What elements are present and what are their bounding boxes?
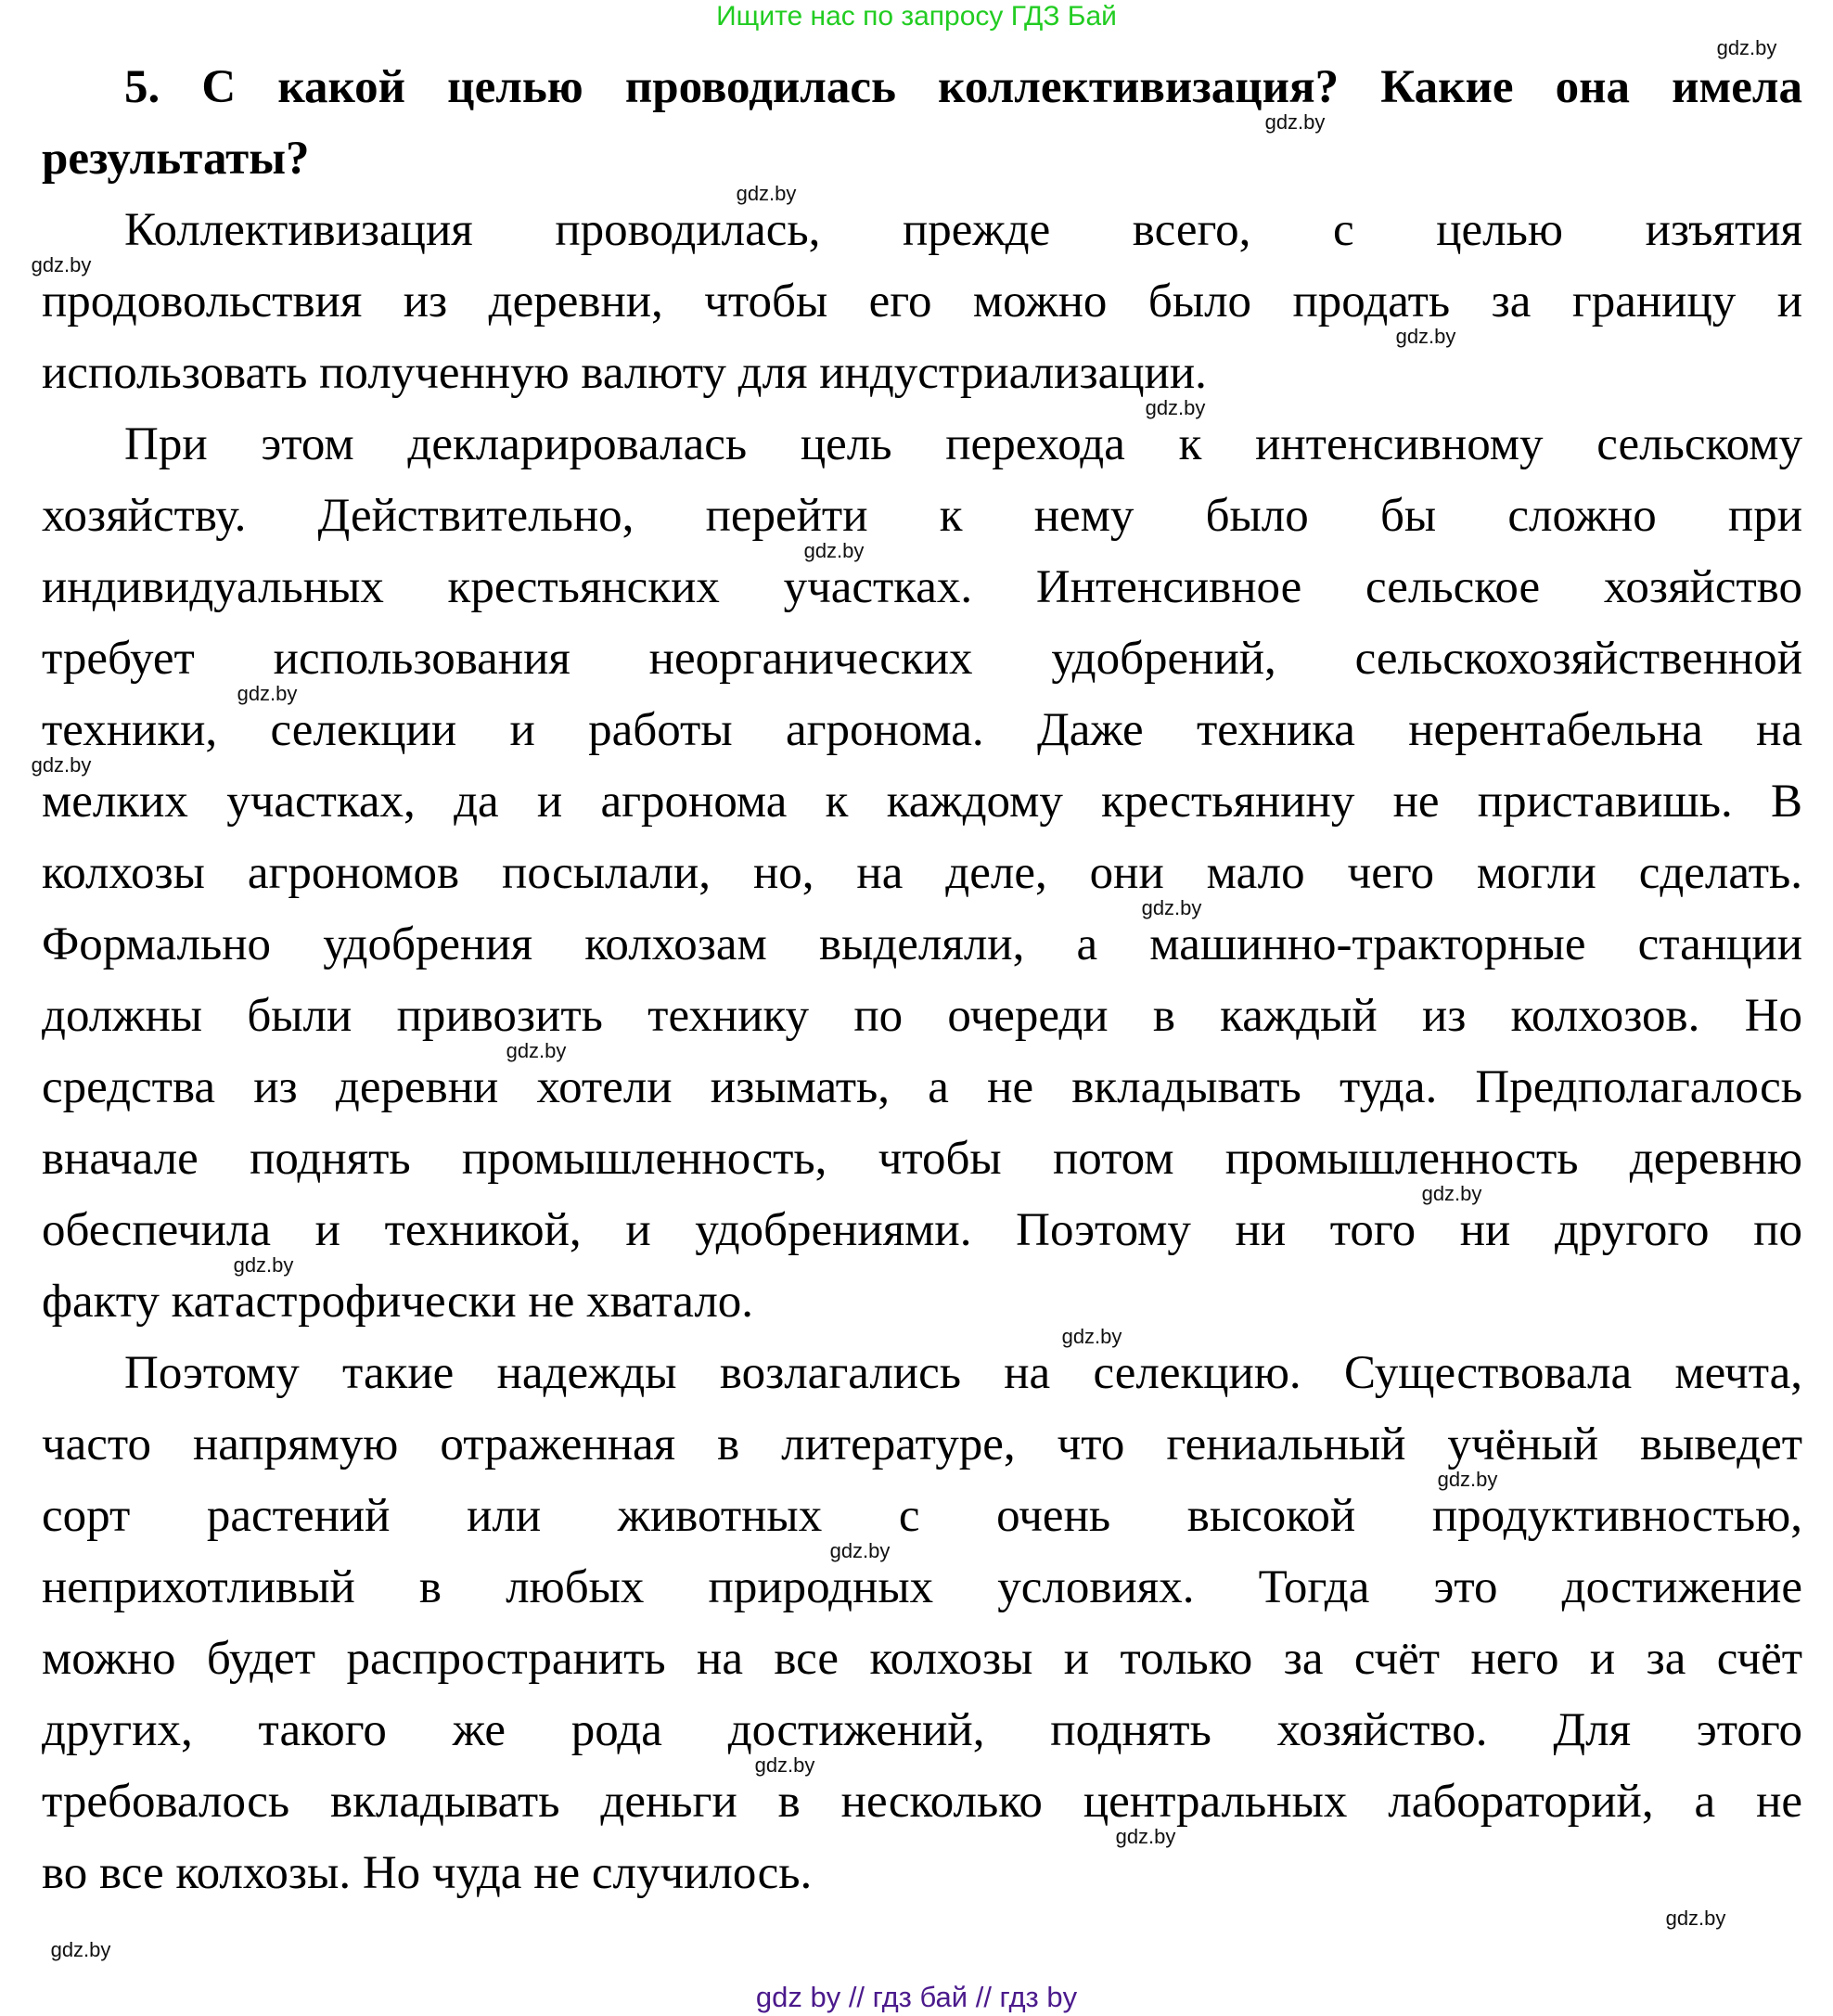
watermark: gdz.by: [1421, 1182, 1482, 1205]
text-line: требует использования неорганических удобрений, сельскохозяйственной: [42, 633, 1802, 685]
text-line: Коллективизация проводилась, прежде всего, с целью изъятия: [124, 204, 1802, 256]
text-line: хозяйству. Действительно, перейти к нему было бы сложно при: [42, 490, 1802, 542]
text-line: во все колхозы. Но чуда не случилось.: [42, 1847, 813, 1899]
text-line: продовольствия из деревни, чтобы его можно было продать за границу и: [42, 276, 1802, 327]
watermark: gdz.by: [1115, 1825, 1176, 1848]
title-line: 5. С какой целью проводилась коллективизация? Какие она имела: [124, 61, 1802, 113]
watermark: gdz.by: [233, 1253, 294, 1277]
text-line: сорт растений или животных с очень высокой продуктивностью,: [42, 1490, 1802, 1542]
watermark: gdz.by: [1437, 1468, 1498, 1491]
text-line: техники, селекции и работы агронома. Даже техника нерентабельна на: [42, 704, 1802, 756]
text-line: При этом декларировалась цель перехода к интенсивному сельскому: [124, 418, 1802, 470]
watermark: gdz.by: [803, 539, 865, 562]
watermark: gdz.by: [736, 182, 797, 205]
paragraph: [42, 204, 1802, 399]
text-line: должны были привозить технику по очереди в каждый из колхозов. Но: [42, 990, 1802, 1042]
text-line: можно будет распространить на все колхозы и только за счёт него и за счёт: [42, 1633, 1802, 1685]
question-title: [42, 61, 1802, 185]
text-line: вначале поднять промышленность, чтобы потом промышленность деревню: [42, 1133, 1802, 1185]
paragraph: [42, 418, 1802, 1328]
text-line: факту катастрофически не хватало.: [42, 1276, 754, 1328]
watermark: gdz.by: [1264, 110, 1326, 134]
watermark: gdz.by: [1665, 1907, 1726, 1930]
text-line: других, такого же рода достижений, поднять хозяйство. Для этого: [42, 1704, 1802, 1756]
text-line: средства из деревни хотели изымать, а не вкладывать туда. Предполагалось: [42, 1061, 1802, 1113]
text-line: неприхотливый в любых природных условиях. Тогда это достижение: [42, 1561, 1802, 1613]
watermark: gdz.by: [1145, 396, 1206, 419]
text-line: Формально удобрения колхозам выделяли, а машинно-тракторные станции: [42, 918, 1802, 970]
text-line: индивидуальных крестьянских участках. Интенсивное сельское хозяйство: [42, 561, 1802, 613]
text-line: часто напрямую отраженная в литературе, что гениальный учёный выведет: [42, 1419, 1802, 1470]
answer-text: [42, 204, 1802, 1899]
watermark: gdz.by: [31, 253, 92, 276]
watermark: gdz.by: [1061, 1325, 1122, 1348]
title-line: результаты?: [42, 133, 310, 185]
text-line: мелких участках, да и агронома к каждому крестьянину не приставишь. В: [42, 776, 1802, 828]
watermark: gdz.by: [1141, 896, 1202, 919]
text-line: Поэтому такие надежды возлагались на селекцию. Существовала мечта,: [124, 1347, 1802, 1399]
watermark: gdz.by: [237, 682, 298, 705]
watermark: gdz.by: [1395, 325, 1456, 348]
text-line: обеспечила и техникой, и удобрениями. Поэтому ни того ни другого по: [42, 1204, 1802, 1256]
document-body: [42, 61, 1802, 1921]
watermark: gdz.by: [1716, 36, 1777, 59]
text-line: колхозы агрономов посылали, но, на деле, они мало чего могли сделать.: [42, 847, 1802, 899]
search-banner: Ищите нас по запросу ГДЗ Бай: [716, 1, 1117, 32]
text-line: использовать полученную валюту для индустриализации.: [42, 347, 1207, 399]
watermark: gdz.by: [506, 1039, 567, 1062]
footer-links: gdz by // гдз бай // гдз by: [755, 1981, 1078, 2013]
watermark: gdz.by: [754, 1753, 815, 1777]
watermark: gdz.by: [31, 753, 92, 777]
text-line: требовалось вкладывать деньги в несколько центральных лабораторий, а не: [42, 1776, 1802, 1828]
paragraph: [42, 1347, 1802, 1899]
watermark: gdz.by: [829, 1539, 891, 1562]
watermark: gdz.by: [50, 1938, 111, 1961]
